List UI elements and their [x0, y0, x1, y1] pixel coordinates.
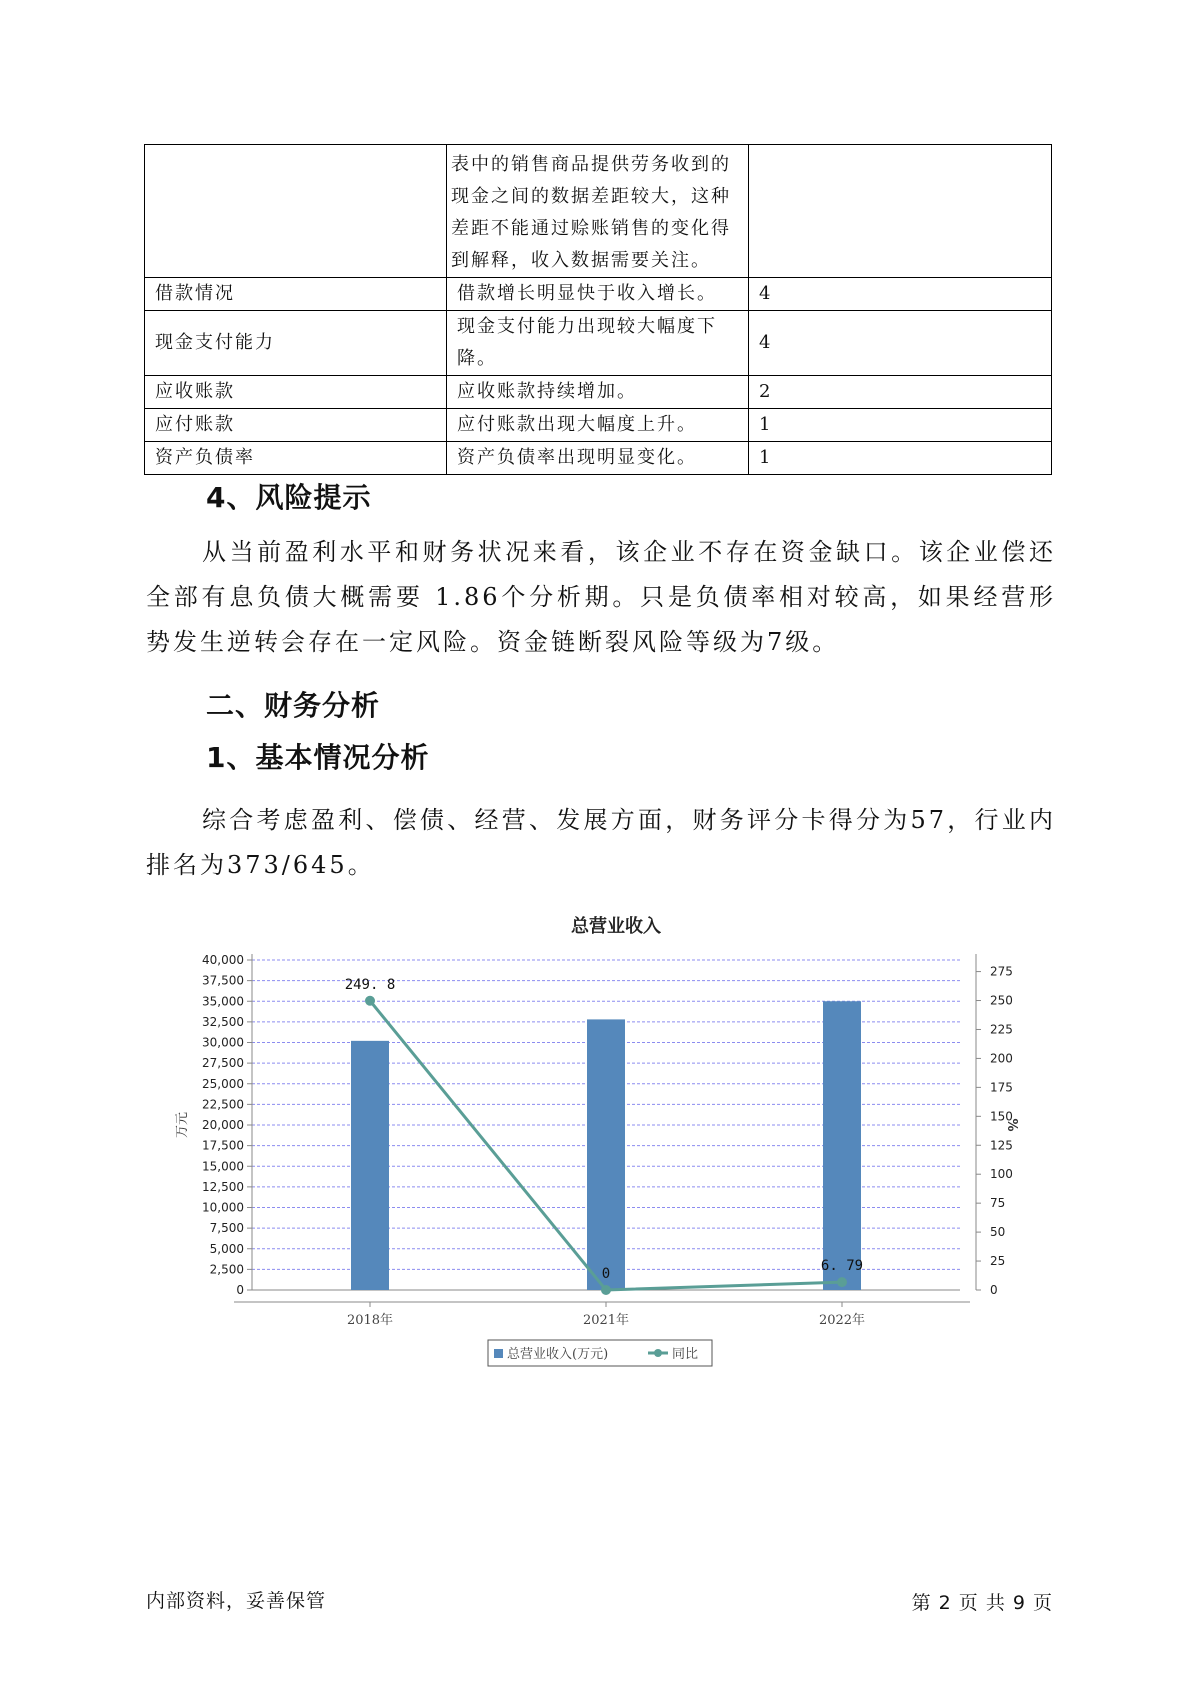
risk-indicator-table	[144, 144, 1052, 475]
y2-tick-label: 125	[990, 1138, 1013, 1153]
basic-paragraph: 综合考虑盈利、偿债、经营、发展方面，财务评分卡得分为57，行业内排名为373/645。	[146, 806, 1056, 879]
y2-tick-label: 25	[990, 1254, 1006, 1269]
bar-2022年	[820, 1001, 864, 1290]
table-cell-desc: 资产负债率出现明显变化。	[447, 442, 749, 475]
table-cell-score: 4	[749, 311, 1052, 376]
table-cell-item: 应收账款	[145, 376, 447, 409]
table-cell-score: 4	[749, 278, 1052, 311]
legend-line-label: 同比	[672, 1347, 699, 1362]
chart-title: 总营业收入	[571, 916, 661, 937]
x-tick-label: 2021年	[582, 1313, 630, 1328]
y2-tick-label: 150	[990, 1109, 1013, 1124]
table-cell-score: 1	[749, 442, 1052, 475]
table-row	[145, 442, 1052, 475]
table-cell-desc: 现金支付能力出现较大幅度下降。	[447, 311, 749, 376]
bar-2021年	[587, 1019, 625, 1290]
y-tick-label: 40,000	[202, 953, 244, 967]
revenue-chart-svg	[170, 908, 1030, 1368]
y2-tick-label: 250	[990, 993, 1013, 1008]
yoy-point	[601, 1285, 611, 1295]
table-cell-item: 借款情况	[145, 278, 447, 311]
table-cell-item: 资产负债率	[145, 442, 447, 475]
table-cell-score: 2	[749, 376, 1052, 409]
y-tick-label: 15,000	[202, 1159, 244, 1174]
y2-tick-label: 75	[990, 1196, 1006, 1211]
y-tick-label: 37,500	[202, 973, 244, 988]
table-cell-desc: 应收账款持续增加。	[447, 376, 749, 409]
y-tick-label: 35,000	[202, 994, 244, 1009]
table-cell-item: 应付账款	[145, 409, 447, 442]
table-row	[145, 376, 1052, 409]
y-tick-label: 25,000	[202, 1076, 244, 1091]
y2-tick-label: 275	[990, 964, 1013, 979]
legend-bar-label: 总营业收入(万元)	[507, 1347, 609, 1362]
table-cell-desc: 借款增长明显快于收入增长。	[447, 278, 749, 311]
y-tick-label: 27,500	[202, 1056, 244, 1071]
y2-tick-label: 0	[990, 1283, 998, 1297]
table-cell-desc: 应付账款出现大幅度上升。	[447, 409, 749, 442]
section-heading-risk: 4、风险提示	[206, 481, 372, 514]
bar-2018年	[351, 1041, 389, 1290]
yoy-point	[837, 1277, 847, 1287]
table-cell-item	[145, 145, 447, 278]
table-cell-desc: 表中的销售商品提供劳务收到的现金之间的数据差距较大，这种差距不能通过赊账销售的变化得到解释，收入数据需要关注。	[447, 145, 749, 278]
yoy-data-label: 249. 8	[344, 976, 396, 993]
footer-page-number: 第 2 页 共 9 页	[911, 1592, 1053, 1614]
y2-tick-label: 175	[990, 1080, 1013, 1095]
legend-line-marker	[654, 1349, 662, 1357]
x-tick-label: 2018年	[346, 1313, 394, 1328]
y-tick-label: 2,500	[209, 1262, 244, 1277]
y2-tick-label: 200	[990, 1051, 1013, 1066]
y-axis-label: 万元	[175, 1111, 190, 1139]
y-tick-label: 20,000	[202, 1118, 244, 1132]
table-row	[145, 409, 1052, 442]
y2-axis-label: %	[1004, 1118, 1019, 1132]
revenue-chart	[170, 908, 1030, 1368]
y-tick-label: 12,500	[202, 1179, 244, 1194]
risk-paragraph: 从当前盈利水平和财务状况来看，该企业不存在资金缺口。该企业偿还全部有息负债大概需要 1.86个分析期。只是负债率相对较高，如果经营形势发生逆转会存在一定风险。资金链断裂风险等级为7级。	[146, 538, 1056, 656]
table-cell-score: 1	[749, 409, 1052, 442]
table-cell-score	[749, 145, 1052, 278]
yoy-data-label: 6. 79	[820, 1258, 864, 1275]
footer-confidential: 内部资料，妥善保管	[146, 1590, 327, 1612]
y2-tick-label: 50	[990, 1225, 1006, 1240]
table-cell-item: 现金支付能力	[145, 311, 447, 376]
y2-tick-label: 100	[990, 1167, 1013, 1182]
table-row	[145, 145, 1052, 278]
y2-tick-label: 225	[990, 1022, 1013, 1037]
x-tick-label: 2022年	[818, 1313, 866, 1328]
table-row	[145, 278, 1052, 311]
y-tick-label: 30,000	[202, 1035, 244, 1050]
yoy-data-label: 0	[601, 1266, 611, 1282]
y-tick-label: 32,500	[202, 1014, 244, 1029]
y-tick-label: 10,000	[202, 1200, 244, 1215]
y-tick-label: 17,500	[202, 1138, 244, 1153]
table-row	[145, 311, 1052, 376]
y-tick-label: 5,000	[209, 1241, 244, 1256]
y-tick-label: 22,500	[202, 1097, 244, 1112]
section-heading-finance: 二、财务分析	[206, 689, 381, 722]
yoy-point	[365, 996, 375, 1006]
legend-bar-swatch	[494, 1349, 503, 1358]
y-tick-label: 7,500	[209, 1221, 244, 1236]
sub-heading-basic: 1、基本情况分析	[206, 741, 430, 774]
y-tick-label: 0	[236, 1283, 244, 1297]
